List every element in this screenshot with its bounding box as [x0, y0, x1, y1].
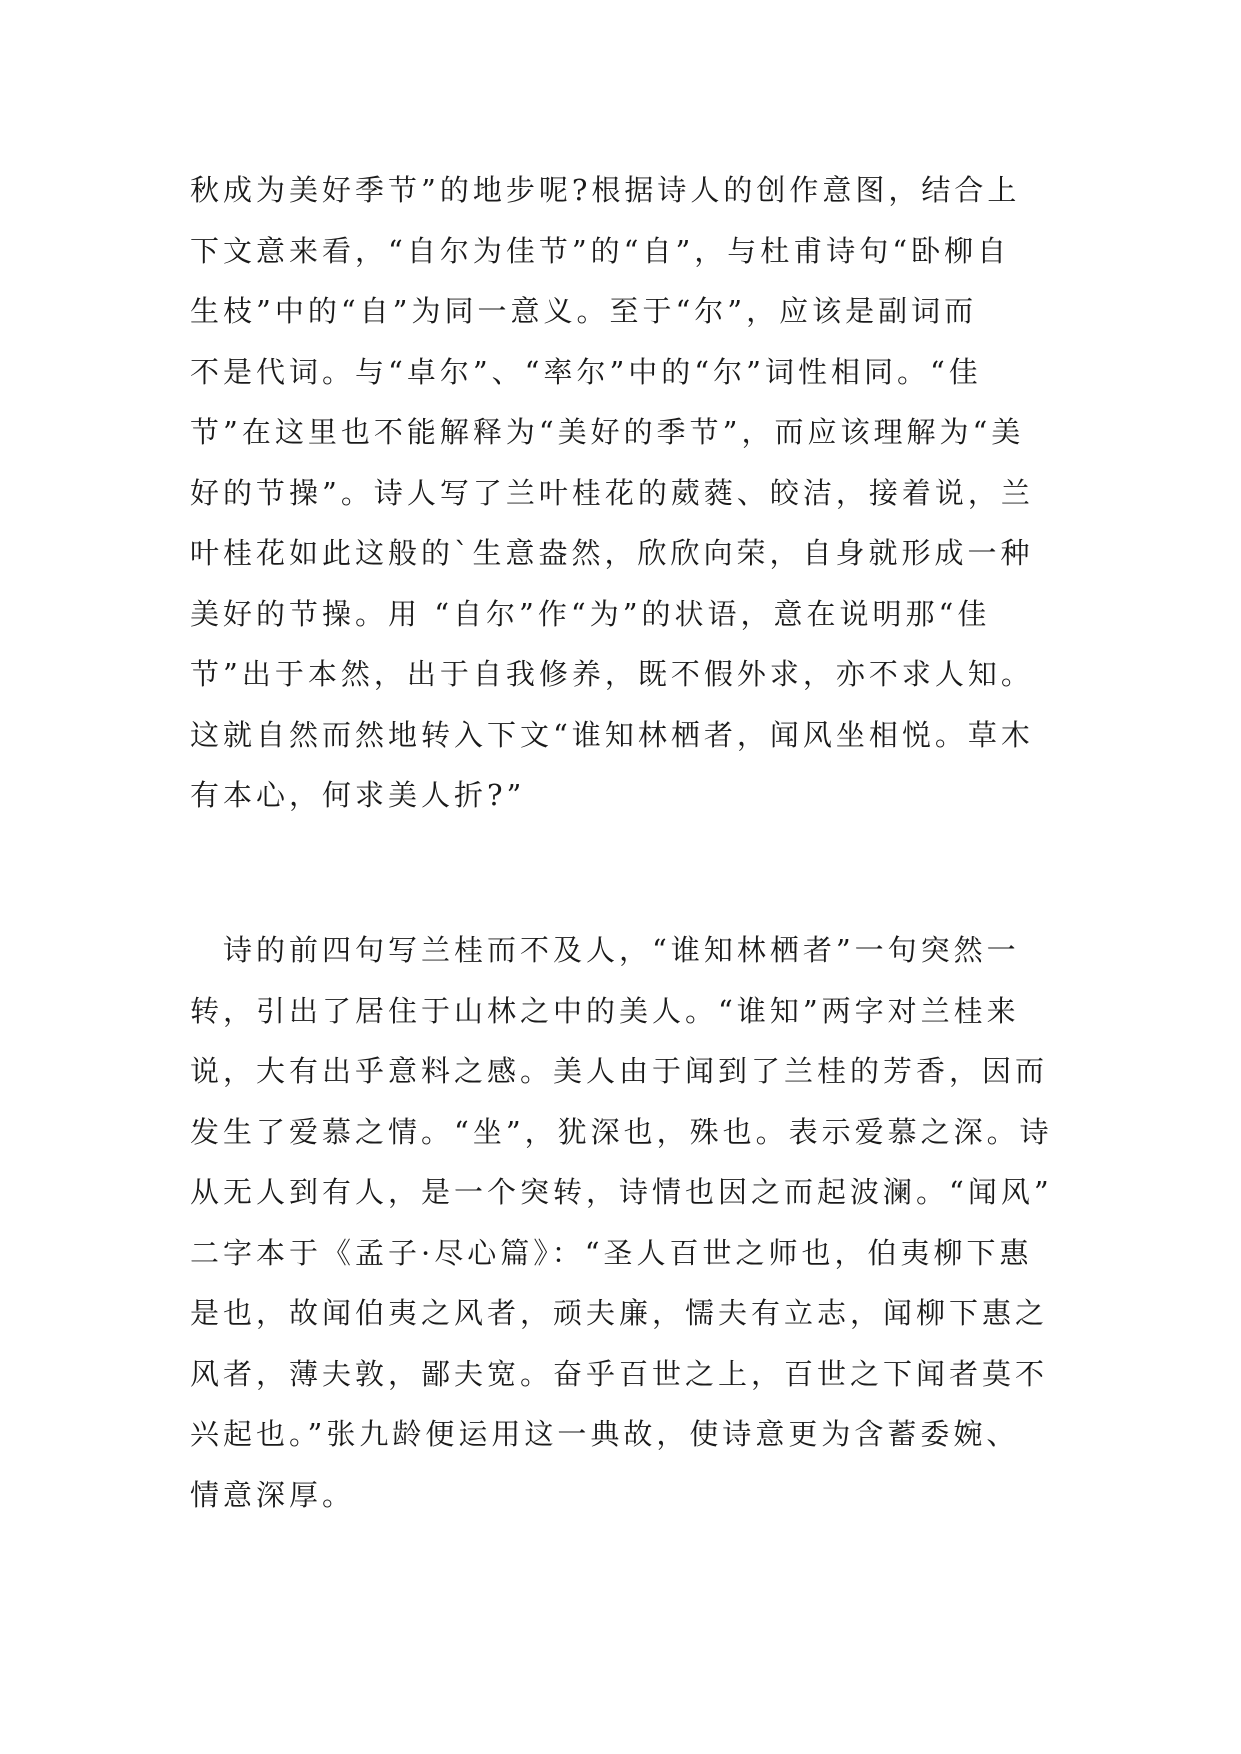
text-line: 生枝”中的“自”为同一意义。至于“尔”，应该是副词而: [190, 294, 978, 328]
text-line: 不是代词。与“卓尔”、“率尔”中的“尔”词性相同。“佳: [190, 354, 982, 389]
text-line: 有本心，何求美人折?”: [190, 778, 526, 812]
paragraph-2: [190, 920, 1070, 1525]
text-line: 节”在这里也不能解释为“美好的季节”，而应该理解为“美: [190, 415, 1025, 449]
text-line: 从无人到有人，是一个突转，诗情也因之而起波澜。“闻风”: [190, 1175, 1053, 1209]
paragraph-1: [190, 160, 1070, 826]
text-line: 秋成为美好季节”的地步呢?根据诗人的创作意图，结合上: [190, 173, 1021, 207]
text-line: 兴起也。”张九龄便运用这一典故，使诗意更为含蓄委婉、: [190, 1417, 1020, 1451]
text-line: 好的节操”。诗人写了兰叶桂花的葳蕤、皎洁，接着说，兰: [190, 475, 1034, 510]
text-line: 下文意来看，“自尔为佳节”的“自”，与杜甫诗句“卧柳自: [190, 233, 1011, 268]
text-line: 转，引出了居住于山林之中的美人。“谁知”两字对兰桂来: [190, 993, 1020, 1028]
text-line: 二字本于《孟子·尽心篇》：“圣人百世之师也，伯夷柳下惠: [190, 1235, 1033, 1270]
text-line: 叶桂花如此这般的`生意盎然，欣欣向荣，自身就形成一种: [190, 536, 1034, 570]
text-line: 节”出于本然，出于自我修养，既不假外求，亦不求人知。: [190, 657, 1034, 691]
text-line: 这就自然而然地转入下文“谁知林栖者，闻风坐相悦。草木: [190, 717, 1034, 752]
text-line: 诗的前四句写兰桂而不及人，“谁知林栖者”一句突然一: [190, 933, 1020, 967]
text-line: 美好的节操。用 “自尔”作“为”的状语，意在说明那“佳: [190, 596, 991, 631]
text-line: 是也，故闻伯夷之风者，顽夫廉，懦夫有立志，闻柳下惠之: [190, 1296, 1049, 1330]
text-line: 风者，薄夫敦，鄙夫宽。奋乎百世之上，百世之下闻者莫不: [190, 1356, 1049, 1391]
text-line: 说，大有出乎意料之感。美人由于闻到了兰桂的芳香，因而: [190, 1054, 1049, 1088]
text-line: 发生了爱慕之情。“坐”，犹深也，殊也。表示爱慕之深。诗: [190, 1114, 1053, 1149]
text-line: 情意深厚。: [190, 1477, 356, 1512]
